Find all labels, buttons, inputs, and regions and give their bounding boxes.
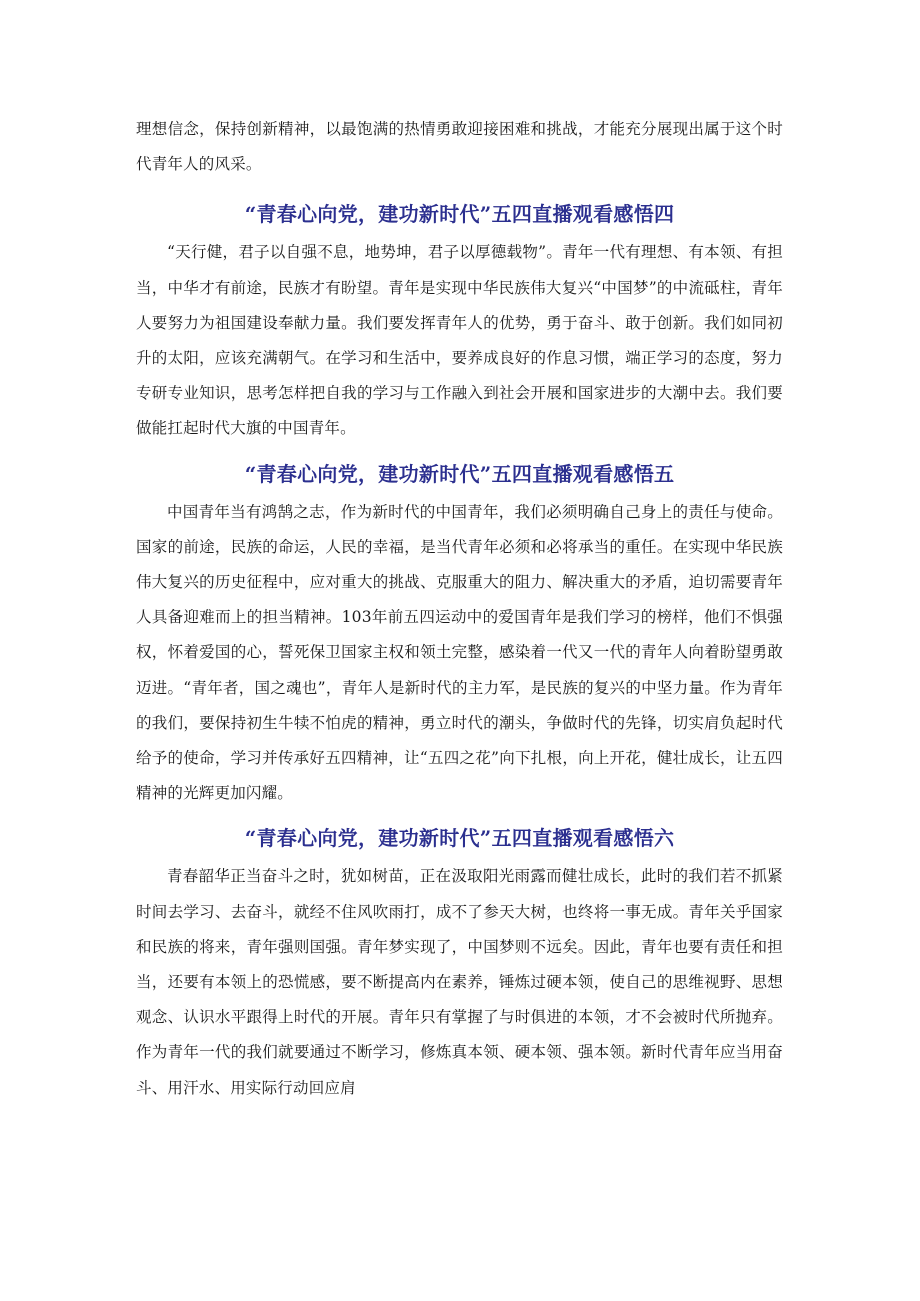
- section-heading-6: “青春心向党，建功新时代”五四直播观看感悟六: [244, 826, 675, 851]
- continuation-paragraph: 理想信念，保持创新精神，以最饱满的热情勇敢迎接困难和挑战，才能充分展现出属于这个时代青年人的风采。: [136, 120, 783, 174]
- section-body-6: 青春韶华正当奋斗之时，犹如树苗，正在汲取阳光雨露而健壮成长，此时的我们若不抓紧时间去学习、去奋斗，就经不住风吹雨打，成不了参天大树，也终将一事无成。青年关乎国家和民族的将来，青年强则国强。青年梦实现了，中国梦则不远矣。因此，青年也要有责任和担当，还要有本领上的恐慌感，要不断提高内在素养，锤炼过硬本领，使自己的思维视野、思想观念、认识水平跟得上时代的开展。青年只有掌握了与时俱进的本领，才不会被时代所抛弃。作为青年一代的我们就要通过不断学习，修炼真本领、硬本领、强本领。新时代青年应当用奋斗、用汗水、用实际行动回应肩: [136, 867, 783, 1097]
- section-heading-5: “青春心向党，建功新时代”五四直播观看感悟五: [244, 461, 675, 486]
- section-heading-4: “青春心向党，建功新时代”五四直播观看感悟四: [244, 202, 675, 227]
- section-body-4: “天行健，君子以自强不息，地势坤，君子以厚德载物”。青年一代有理想、有本领、有担当，中华才有前途，民族才有盼望。青年是实现中华民族伟大复兴“中国梦”的中流砥柱，青年人要努力为祖国建设奉献力量。我们要发挥青年人的优势，勇于奋斗、敢于创新。我们如同初升的太阳，应该充满朝气。在学习和生活中，要养成良好的作息习惯，端正学习的态度，努力专研专业知识，思考怎样把自我的学习与工作融入到社会开展和国家进步的大潮中去。我们要做能扛起时代大旗的中国青年。: [136, 243, 783, 438]
- section-body-5: 中国青年当有鸿鹄之志，作为新时代的中国青年，我们必须明确自己身上的责任与使命。国家的前途，民族的命运，人民的幸福，是当代青年必须和必将承当的重任。在实现中华民族伟大复兴的历史征程中，应对重大的挑战、克服重大的阻力、解决重大的矛盾，迫切需要青年人具备迎难而上的担当精神。103年前五四运动中的爱国青年是我们学习的榜样，他们不惧强权，怀着爱国的心，誓死保卫国家主权和领土完整，感染着一代又一代的青年人向着盼望勇敢迈进。“青年者，国之魂也”，青年人是新时代的主力军，是民族的复兴的中坚力量。作为青年的我们，要保持初生牛犊不怕虎的精神，勇立时代的潮头，争做时代的先锋，切实肩负起时代给予的使命，学习并传承好五四精神，让“五四之花”向下扎根，向上开花，健壮成长，让五四精神的光辉更加闪耀。: [136, 502, 783, 803]
- document-body: [136, 112, 783, 1106]
